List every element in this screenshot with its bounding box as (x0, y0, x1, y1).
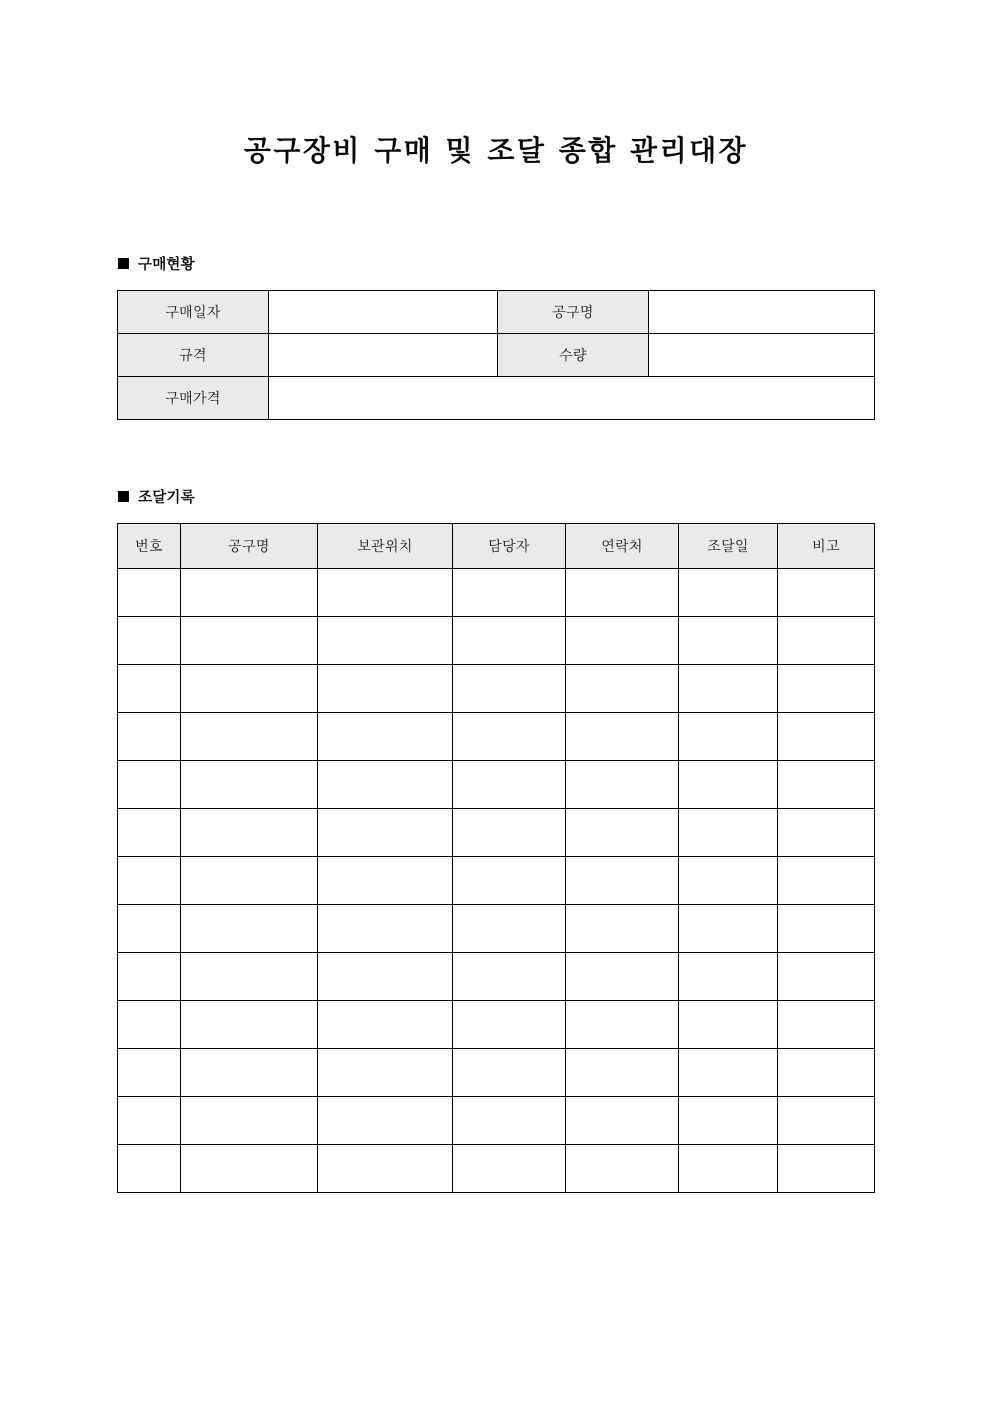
cell-tool-name[interactable] (181, 1145, 318, 1193)
cell-storage-location[interactable] (318, 617, 453, 665)
cell-number[interactable] (118, 1001, 181, 1049)
cell-contact[interactable] (566, 953, 679, 1001)
cell-procurement-date[interactable] (679, 665, 778, 713)
cell-number[interactable] (118, 809, 181, 857)
cell-contact[interactable] (566, 665, 679, 713)
cell-manager[interactable] (453, 809, 566, 857)
table-row (118, 713, 875, 761)
cell-number[interactable] (118, 617, 181, 665)
cell-remarks[interactable] (778, 1097, 875, 1145)
column-header-procurement-date: 조달일 (679, 524, 778, 569)
cell-manager[interactable] (453, 713, 566, 761)
cell-tool-name[interactable] (181, 953, 318, 1001)
cell-manager[interactable] (453, 665, 566, 713)
cell-storage-location[interactable] (318, 569, 453, 617)
table-row (118, 569, 875, 617)
section-heading-label: 구매현황 (138, 257, 195, 273)
table-row (118, 665, 875, 713)
cell-remarks[interactable] (778, 761, 875, 809)
cell-procurement-date[interactable] (679, 1049, 778, 1097)
cell-tool-name[interactable] (181, 1049, 318, 1097)
cell-procurement-date[interactable] (679, 953, 778, 1001)
cell-number[interactable] (118, 905, 181, 953)
column-header-manager: 담당자 (453, 524, 566, 569)
cell-storage-location[interactable] (318, 953, 453, 1001)
cell-tool-name[interactable] (181, 857, 318, 905)
column-header-tool-name: 공구명 (181, 524, 318, 569)
cell-procurement-date[interactable] (679, 809, 778, 857)
cell-remarks[interactable] (778, 617, 875, 665)
table-header-row (118, 524, 875, 569)
cell-tool-name[interactable] (181, 1097, 318, 1145)
cell-procurement-date[interactable] (679, 713, 778, 761)
column-header-storage-location: 보관위치 (318, 524, 453, 569)
cell-contact[interactable] (566, 905, 679, 953)
cell-contact[interactable] (566, 713, 679, 761)
cell-tool-name[interactable] (181, 809, 318, 857)
cell-storage-location[interactable] (318, 809, 453, 857)
field-value-specification[interactable] (269, 334, 498, 377)
cell-remarks[interactable] (778, 1049, 875, 1097)
cell-procurement-date[interactable] (679, 761, 778, 809)
cell-contact[interactable] (566, 569, 679, 617)
cell-procurement-date[interactable] (679, 617, 778, 665)
cell-number[interactable] (118, 569, 181, 617)
field-label-quantity: 수량 (498, 334, 649, 377)
cell-manager[interactable] (453, 905, 566, 953)
table-row (118, 1001, 875, 1049)
cell-manager[interactable] (453, 617, 566, 665)
section-heading-label: 조달기록 (138, 490, 195, 506)
square-bullet-icon (118, 258, 129, 269)
cell-tool-name[interactable] (181, 905, 318, 953)
cell-tool-name[interactable] (181, 761, 318, 809)
field-value-purchase-date[interactable] (269, 291, 498, 334)
cell-tool-name[interactable] (181, 665, 318, 713)
cell-tool-name[interactable] (181, 617, 318, 665)
cell-storage-location[interactable] (318, 713, 453, 761)
field-value-quantity[interactable] (649, 334, 875, 377)
cell-tool-name[interactable] (181, 1001, 318, 1049)
table-row (118, 809, 875, 857)
column-header-contact: 연락처 (566, 524, 679, 569)
table-row (118, 617, 875, 665)
cell-number[interactable] (118, 1097, 181, 1145)
cell-number[interactable] (118, 1145, 181, 1193)
cell-number[interactable] (118, 1049, 181, 1097)
cell-contact[interactable] (566, 1001, 679, 1049)
table-row (118, 761, 875, 809)
purchase-status-table (117, 290, 875, 420)
cell-contact[interactable] (566, 1049, 679, 1097)
cell-manager[interactable] (453, 953, 566, 1001)
table-row (118, 905, 875, 953)
cell-manager[interactable] (453, 761, 566, 809)
cell-procurement-date[interactable] (679, 1145, 778, 1193)
cell-manager[interactable] (453, 857, 566, 905)
table-row (118, 377, 875, 420)
cell-number[interactable] (118, 665, 181, 713)
cell-storage-location[interactable] (318, 1049, 453, 1097)
cell-storage-location[interactable] (318, 1145, 453, 1193)
cell-storage-location[interactable] (318, 665, 453, 713)
cell-tool-name[interactable] (181, 569, 318, 617)
cell-remarks[interactable] (778, 857, 875, 905)
cell-number[interactable] (118, 953, 181, 1001)
cell-tool-name[interactable] (181, 713, 318, 761)
field-label-specification: 규격 (118, 334, 269, 377)
cell-procurement-date[interactable] (679, 1097, 778, 1145)
field-label-purchase-date: 구매일자 (118, 291, 269, 334)
procurement-record-table (117, 523, 875, 1193)
cell-manager[interactable] (453, 1145, 566, 1193)
field-label-purchase-price: 구매가격 (118, 377, 269, 420)
square-bullet-icon (118, 491, 129, 502)
table-row (118, 1145, 875, 1193)
column-header-remarks: 비고 (778, 524, 875, 569)
cell-storage-location[interactable] (318, 905, 453, 953)
table-row (118, 1097, 875, 1145)
page-title: 공구장비 구매 및 조달 종합 관리대장 (243, 134, 749, 167)
cell-number[interactable] (118, 761, 181, 809)
cell-manager[interactable] (453, 1001, 566, 1049)
cell-remarks[interactable] (778, 665, 875, 713)
column-header-number: 번호 (118, 524, 181, 569)
cell-contact[interactable] (566, 809, 679, 857)
cell-procurement-date[interactable] (679, 905, 778, 953)
table-row (118, 953, 875, 1001)
cell-remarks[interactable] (778, 1145, 875, 1193)
field-value-tool-name[interactable] (649, 291, 875, 334)
cell-procurement-date[interactable] (679, 569, 778, 617)
cell-storage-location[interactable] (318, 761, 453, 809)
cell-storage-location[interactable] (318, 857, 453, 905)
cell-contact[interactable] (566, 857, 679, 905)
cell-remarks[interactable] (778, 713, 875, 761)
table-row (118, 334, 875, 377)
cell-contact[interactable] (566, 1097, 679, 1145)
table-row (118, 291, 875, 334)
table-row (118, 1049, 875, 1097)
cell-remarks[interactable] (778, 1001, 875, 1049)
cell-manager[interactable] (453, 1049, 566, 1097)
cell-remarks[interactable] (778, 569, 875, 617)
cell-storage-location[interactable] (318, 1097, 453, 1145)
section-heading-procurement-record (118, 486, 195, 507)
section-heading-purchase-status (118, 253, 195, 274)
cell-procurement-date[interactable] (679, 1001, 778, 1049)
cell-storage-location[interactable] (318, 1001, 453, 1049)
cell-remarks[interactable] (778, 905, 875, 953)
cell-remarks[interactable] (778, 809, 875, 857)
cell-contact[interactable] (566, 761, 679, 809)
table-row (118, 857, 875, 905)
cell-manager[interactable] (453, 569, 566, 617)
field-value-purchase-price[interactable] (269, 377, 875, 420)
cell-contact[interactable] (566, 1145, 679, 1193)
field-label-tool-name: 공구명 (498, 291, 649, 334)
cell-manager[interactable] (453, 1097, 566, 1145)
cell-remarks[interactable] (778, 953, 875, 1001)
cell-number[interactable] (118, 713, 181, 761)
cell-contact[interactable] (566, 617, 679, 665)
cell-number[interactable] (118, 857, 181, 905)
cell-procurement-date[interactable] (679, 857, 778, 905)
